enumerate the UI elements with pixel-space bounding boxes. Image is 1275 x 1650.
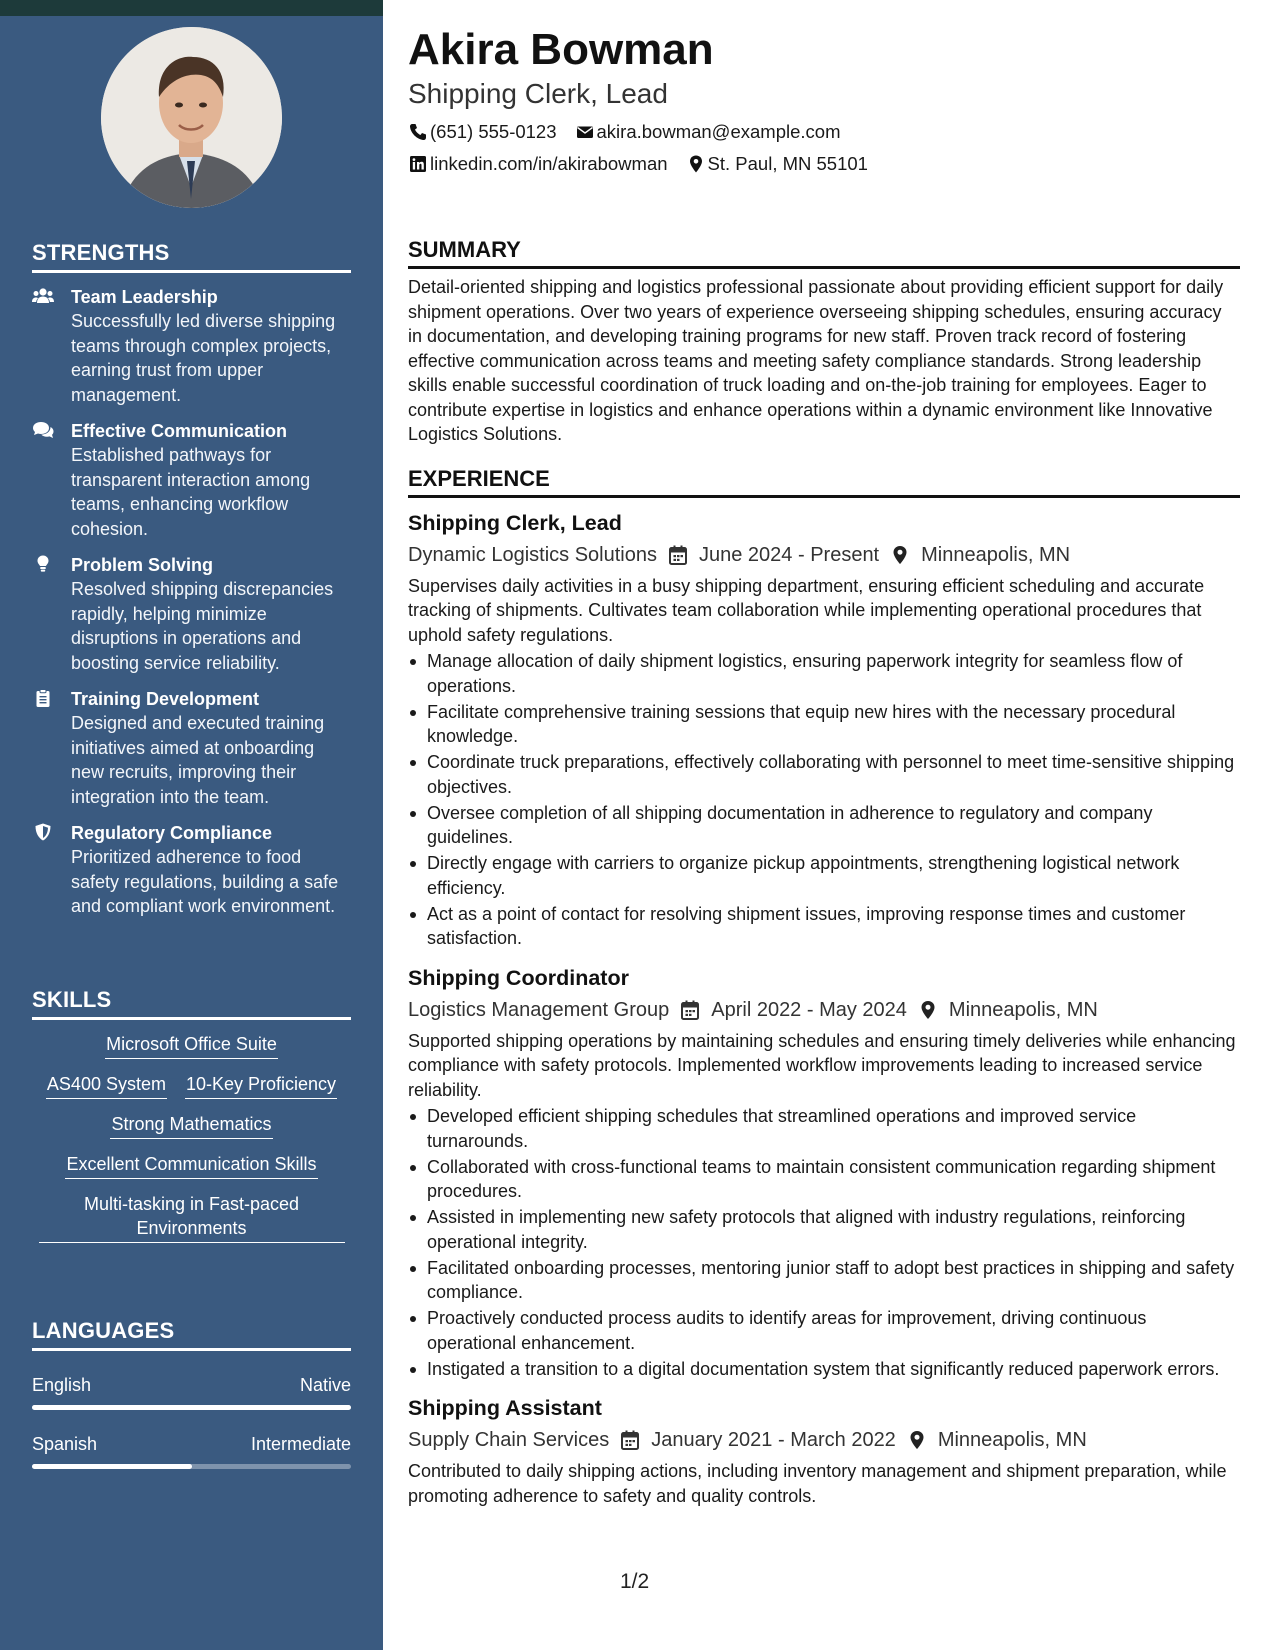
experience-section [408, 465, 1240, 1509]
strength-title: Problem Solving [71, 555, 214, 575]
job-location: Minneapolis, MN [921, 543, 1071, 566]
shield-icon [32, 823, 56, 843]
job-description: Supported shipping operations by maintaining schedules and ensuring timely deliveries while enhancing compliance with safety protocols. Implemented workflow improvements leading to increased service reliability. [408, 1030, 1236, 1100]
job-bullet: Developed efficient shipping schedules that streamlined operations and improved service turnarounds. [408, 1104, 1240, 1153]
map-pin-icon [919, 999, 941, 1021]
strength-item [32, 553, 351, 675]
job-bullet: Oversee completion of all shipping documentation in adherence to regulatory and company guidelines. [408, 801, 1240, 850]
language-proficiency-fill [32, 1464, 192, 1469]
calendar-icon [681, 999, 703, 1021]
email-contact[interactable] [575, 116, 841, 148]
summary-section [408, 236, 1240, 447]
candidate-title: Shipping Clerk, Lead [408, 78, 668, 109]
job-dates: June 2024 - Present [699, 543, 880, 566]
job-bullet: Manage allocation of daily shipment logistics, ensuring paperwork integrity for seamless flow of operations. [408, 649, 1240, 698]
page-number: 1/2 [620, 1570, 650, 1593]
job-bullet: Facilitate comprehensive training sessions that equip new hires with the necessary procedural knowledge. [408, 700, 1240, 749]
skill-list [32, 1032, 351, 1243]
strengths-section [32, 240, 351, 919]
job-meta [408, 1425, 1240, 1455]
skill-tag: Microsoft Office Suite [105, 1032, 278, 1059]
users-icon [32, 287, 56, 307]
phone-number: (651) 555-0123 [430, 121, 557, 142]
skills-section [32, 987, 351, 1256]
job-bullet: Facilitated onboarding processes, mentoring junior staff to adopt best practices in shipping and safety compliance. [408, 1256, 1240, 1305]
strength-title: Regulatory Compliance [71, 823, 273, 843]
map-pin-icon [686, 154, 706, 174]
language-proficiency-bar [32, 1405, 351, 1410]
job-bullet: Instigated a transition to a digital documentation system that significantly reduced paperwork errors. [408, 1357, 1240, 1382]
skills-heading: SKILLS [32, 987, 351, 1020]
job-meta [408, 540, 1240, 570]
language-proficiency-bar [32, 1464, 351, 1469]
skill-tag: Multi-tasking in Fast-paced Environments [39, 1192, 345, 1243]
job-bullet: Proactively conducted process audits to identify areas for improvement, driving continuous operational enhancement. [408, 1306, 1240, 1355]
language-item [32, 1373, 351, 1410]
strength-description: Prioritized adherence to food safety regulations, building a safe and compliant work environment. [71, 847, 339, 916]
strength-description: Established pathways for transparent interaction among teams, enhancing workflow cohesion. [71, 445, 311, 539]
skill-tag: Strong Mathematics [110, 1112, 272, 1139]
job-dates: January 2021 - March 2022 [651, 1429, 896, 1451]
job-bullet: Act as a point of contact for resolving shipment issues, improving response times and customer satisfaction. [408, 902, 1240, 951]
comments-icon [32, 421, 56, 441]
email-address[interactable]: akira.bowman@example.com [596, 121, 841, 142]
envelope-icon [575, 122, 595, 142]
phone-contact [408, 116, 557, 148]
strength-title: Effective Communication [71, 421, 288, 441]
portrait-image [101, 27, 282, 208]
job-entry [408, 1393, 1240, 1508]
job-bullet: Coordinate truck preparations, effectively collaborating with personnel to meet time-sensitive shipping objectives. [408, 750, 1240, 799]
languages-section [32, 1318, 351, 1469]
linkedin-contact[interactable] [408, 148, 668, 180]
location-text: St. Paul, MN 55101 [707, 153, 868, 174]
skill-tag: AS400 System [46, 1072, 167, 1099]
job-bullets [408, 649, 1240, 951]
company-name: Dynamic Logistics Solutions [408, 543, 657, 566]
language-proficiency-fill [32, 1405, 351, 1410]
phone-icon [408, 122, 428, 142]
job-entry [408, 963, 1240, 1382]
contact-info [408, 116, 1240, 180]
job-entry [408, 508, 1240, 951]
job-location: Minneapolis, MN [937, 1429, 1087, 1451]
language-level: Intermediate [250, 1434, 351, 1454]
languages-heading: LANGUAGES [32, 1318, 351, 1351]
lightbulb-icon [32, 555, 56, 575]
job-title: Shipping Coordinator [408, 965, 629, 990]
strength-description: Successfully led diverse shipping teams through complex projects, earning trust from upper management. [71, 311, 336, 405]
strength-description: Designed and executed training initiatives aimed at onboarding new recruits, improving their integration into the team. [71, 713, 325, 807]
summary-heading: SUMMARY [408, 236, 1240, 269]
strength-title: Training Development [71, 689, 260, 709]
company-name: Logistics Management Group [408, 998, 670, 1021]
job-bullet: Directly engage with carriers to organize pickup appointments, strengthening logistical network efficiency. [408, 851, 1240, 900]
summary-text: Detail-oriented shipping and logistics professional passionate about providing efficient support for daily shipment operations. Over two years of experience overseeing shipping schedules, ensuring accuracy in documentation, and developing training programs for new staff. Proven track record of fostering effective communication across teams and meeting safety compliance standards. Strong leadership skills enable successful coordination of truck loading and on-the-job training for employees. Eager to contribute expertise in logistics and enhance operations within a dynamic environment like Innovative Logistics Solutions. [408, 277, 1224, 444]
profile-photo [101, 27, 282, 208]
job-title: Shipping Clerk, Lead [408, 510, 622, 535]
strength-item [32, 285, 351, 407]
main-content [408, 24, 1240, 1508]
language-level: Native [299, 1375, 351, 1395]
job-location: Minneapolis, MN [948, 998, 1098, 1021]
job-meta [408, 995, 1240, 1025]
company-name: Supply Chain Services [408, 1429, 610, 1451]
job-description: Contributed to daily shipping actions, including inventory management and shipment preparation, while promoting adherence to safety and quality controls. [408, 1461, 1227, 1506]
strength-title: Team Leadership [71, 287, 218, 307]
candidate-name: Akira Bowman [408, 25, 714, 74]
location-contact [686, 148, 868, 180]
strength-item [32, 419, 351, 541]
strength-description: Resolved shipping discrepancies rapidly, helping minimize disruptions in operations and boosting service reliability. [71, 579, 334, 673]
clipboard-icon [32, 689, 56, 709]
strength-item [32, 687, 351, 809]
linkedin-url[interactable]: linkedin.com/in/akirabowman [430, 153, 668, 174]
skill-tag: Excellent Communication Skills [65, 1152, 317, 1179]
sidebar-top-bar [0, 0, 383, 16]
job-bullets [408, 1104, 1240, 1381]
map-pin-icon [908, 1429, 930, 1451]
experience-heading: EXPERIENCE [408, 465, 1240, 498]
language-name: English [32, 1375, 92, 1395]
map-pin-icon [891, 544, 913, 566]
job-title: Shipping Assistant [408, 1396, 602, 1420]
job-bullet: Collaborated with cross-functional teams to maintain consistent communication regarding shipment procedures. [408, 1155, 1240, 1204]
sidebar [0, 0, 383, 1650]
job-bullet: Assisted in implementing new safety protocols that aligned with industry regulations, reinforcing operational integrity. [408, 1205, 1240, 1254]
language-name: Spanish [32, 1434, 98, 1454]
strengths-heading: STRENGTHS [32, 240, 351, 273]
strength-item [32, 821, 351, 919]
skill-tag: 10-Key Proficiency [185, 1072, 337, 1099]
language-item [32, 1432, 351, 1469]
job-dates: April 2022 - May 2024 [711, 998, 907, 1021]
linkedin-icon [408, 154, 428, 174]
job-description: Supervises daily activities in a busy shipping department, ensuring efficient scheduling and accurate tracking of shipments. Cultivates team collaboration while implementing operational procedures that uphold safety regulations. [408, 575, 1205, 645]
calendar-icon [621, 1429, 643, 1451]
calendar-icon [669, 544, 691, 566]
